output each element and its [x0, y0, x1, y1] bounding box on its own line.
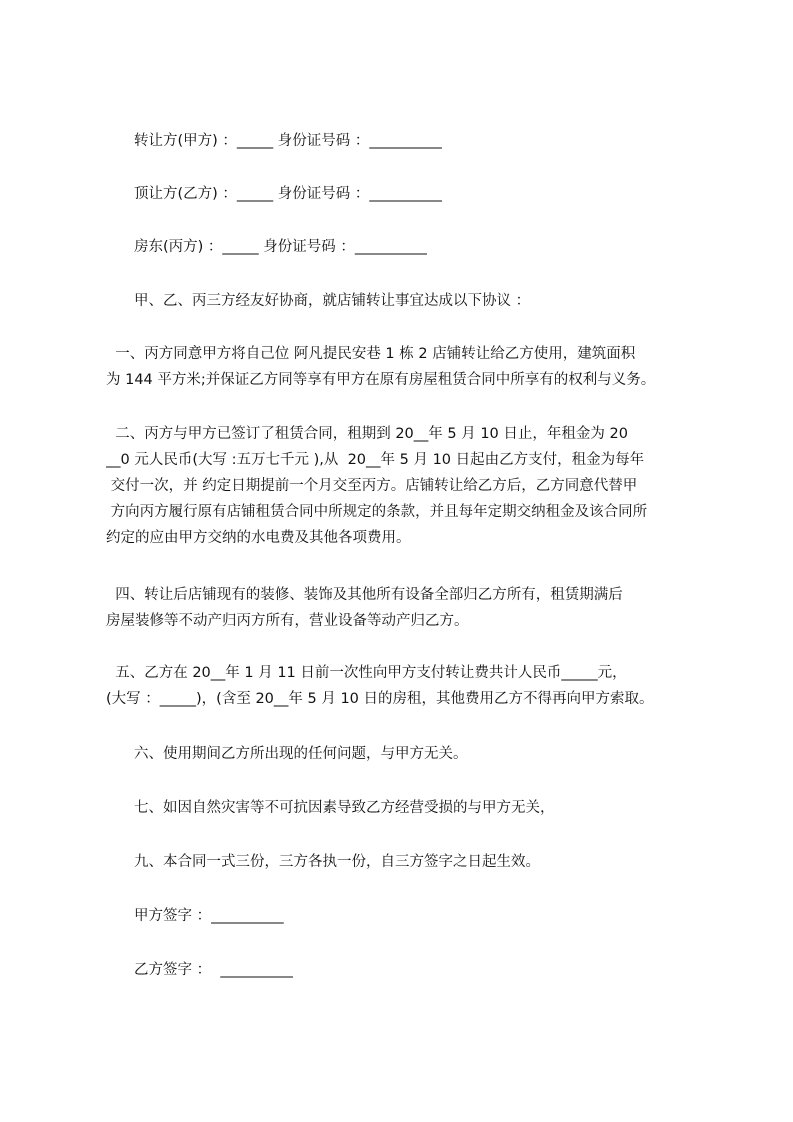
intro-line: 甲、乙、丙三方经友好协商，就店铺转让事宜达成以下协议 ： — [134, 293, 531, 309]
clause-1-line: 为 144 平方米;并保证乙方同等享有甲方在原有房屋租赁合同中所享有的权利与义务。 — [106, 372, 656, 388]
clause-2-line: 二、丙方与甲方已签订了租赁合同，租期到 20__年 5 月 10 日止，年租金为 20 — [106, 426, 628, 442]
clause-4-line: 房屋装修等不动产归丙方所有，营业设备等动产归乙方。 — [106, 613, 469, 629]
clause-2 — [106, 421, 698, 551]
transferor-line: 转让方(甲方) ：_____ 身份证号码 ：__________ — [134, 133, 442, 149]
landlord-line: 房东(丙方) ：_____ 身份证号码 ：__________ — [134, 239, 428, 255]
party-b-signature: 乙方签字 ： __________ — [134, 962, 293, 978]
clause-5-line: (大写 ：_____)，(含至 20__年 5 月 10 日的房租，其他费用乙方不得再向甲方索取。 — [106, 691, 654, 707]
clause-4-line: 四、转让后店铺现有的装修、装饰及其他所有设备全部归乙方所有，租赁期满后 — [106, 587, 623, 603]
party-a-signature: 甲方签字 ：__________ — [134, 908, 284, 924]
clause-2-line: 交付一次，并 约定日期提前一个月交至丙方。店铺转让给乙方后，乙方同意代替甲 — [106, 478, 638, 494]
transferee-line: 顶让方(乙方) ：_____ 身份证号码 ：__________ — [134, 186, 442, 202]
clause-6: 六、使用期间乙方所出现的任何问题，与甲方无关。 — [134, 746, 468, 762]
clause-9: 九、本合同一式三份，三方各执一份，自三方签字之日起生效。 — [134, 854, 540, 870]
clause-5 — [106, 660, 698, 712]
clause-2-line: __0 元人民币(大写 :五万七千元 ),从 20__年 5 月 10 日起由乙方支付，租金为每年 — [106, 452, 645, 468]
clause-2-line: 方向丙方履行原有店铺租赁合同中所规定的条款，并且每年定期交纳租金及该合同所 — [106, 504, 648, 520]
clause-1-line: 一、丙方同意甲方将自己位 阿凡提民安巷 1 栋 2 店铺转让给乙方使用，建筑面积 — [106, 346, 636, 362]
clause-5-line: 五、乙方在 20__年 1 月 11 日前一次性向甲方支付转让费共计人民币_____元， — [106, 665, 627, 681]
clause-1 — [106, 341, 698, 393]
clause-2-line: 约定的应由甲方交纳的水电费及其他各项费用。 — [106, 530, 411, 546]
clause-7: 七、如因自然灾害等不可抗因素导致乙方经营受损的与甲方无关， — [134, 800, 555, 816]
clause-4 — [106, 582, 698, 634]
